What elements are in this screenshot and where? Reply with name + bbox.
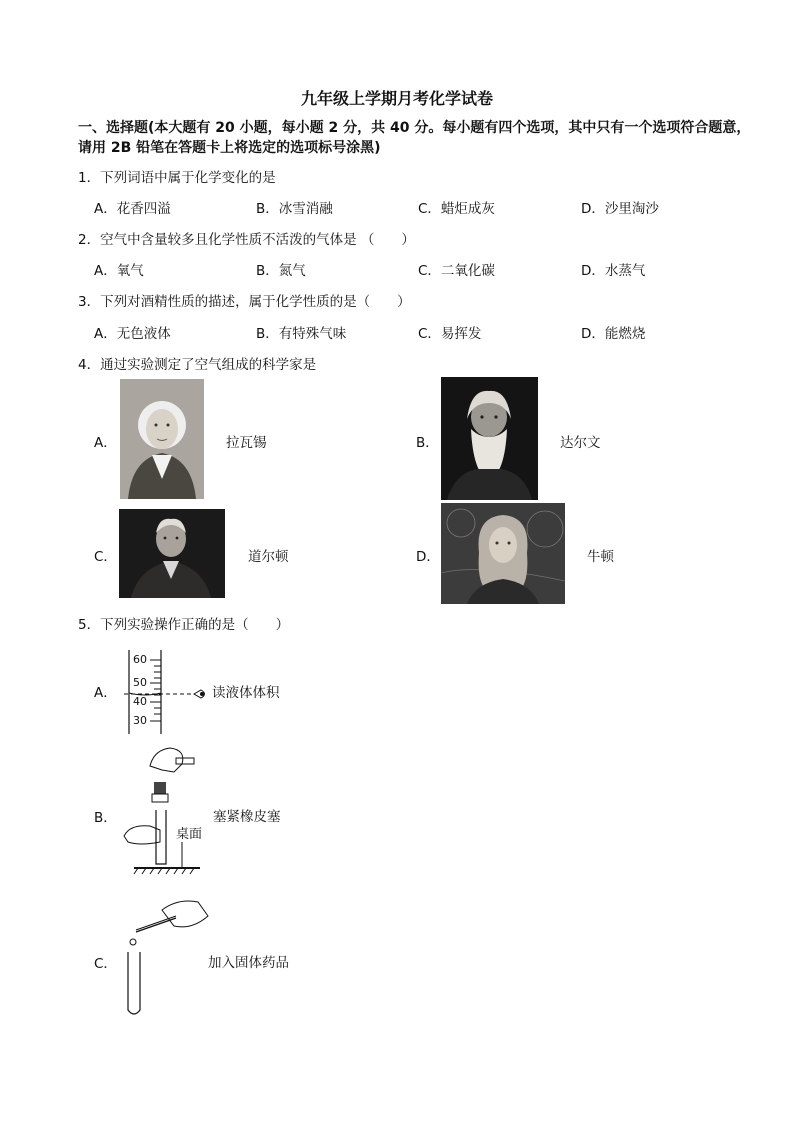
question-4-option-a-name: 拉瓦锡 [226, 435, 267, 451]
question-5-option-a-letter: A． [94, 685, 117, 701]
desk-label: 桌面 [176, 827, 203, 842]
cylinder-scale-40: 40 [133, 695, 147, 708]
question-5-option-a-caption: 读液体体积 [212, 685, 280, 701]
question-1-option-a: A．花香四溢 [94, 201, 171, 217]
question-1-option-d: D．沙里淘沙 [581, 201, 659, 217]
question-4-option-b-name: 达尔文 [560, 435, 601, 451]
section-heading: 一、选择题(本大题有 20 小题，每小题 2 分，共 40 分。每小题有四个选项，其中只有一个选项符合题意，请用 2B 铅笔在答题卡上将选定的选项标号涂黑) [78, 120, 751, 156]
cylinder-scale-50: 50 [133, 676, 147, 689]
question-5-option-c-caption: 加入固体药品 [208, 955, 289, 971]
portrait-newton [441, 503, 565, 604]
page-title: 九年级上学期月考化学试卷 [300, 89, 493, 108]
cylinder-scale-60: 60 [133, 653, 147, 666]
question-5-stem: 5．下列实验操作正确的是（ ） [78, 617, 290, 633]
question-1-option-c: C．蜡炬成灰 [418, 201, 495, 217]
question-2-option-b: B．氮气 [256, 263, 306, 279]
question-2-option-c: C．二氧化碳 [418, 263, 495, 279]
question-4-stem: 4．通过实验测定了空气组成的科学家是 [78, 357, 317, 373]
question-4-option-d-name: 牛顿 [587, 549, 614, 565]
question-4-option-a-letter: A． [94, 435, 117, 451]
portrait-lavoisier [120, 379, 204, 499]
question-4-option-d-letter: D． [416, 549, 440, 565]
question-3-option-c: C．易挥发 [418, 326, 482, 342]
rubber-stopper-figure [120, 746, 210, 876]
question-5-option-b-caption: 塞紧橡皮塞 [213, 809, 281, 825]
solid-reagent-figure [122, 896, 212, 1020]
question-3-option-a: A．无色液体 [94, 326, 171, 342]
question-2-option-d: D．水蒸气 [581, 263, 646, 279]
question-3-option-b: B．有特殊气味 [256, 326, 347, 342]
question-2-option-a: A．氧气 [94, 263, 144, 279]
question-4-option-c-letter: C． [94, 549, 117, 565]
question-1-stem: 1．下列词语中属于化学变化的是 [78, 170, 276, 186]
question-3-stem: 3．下列对酒精性质的描述，属于化学性质的是（ ） [78, 294, 411, 310]
question-5-option-b-letter: B． [94, 810, 117, 826]
question-3-option-d: D．能燃烧 [581, 326, 646, 342]
question-1-option-b: B．冰雪消融 [256, 201, 333, 217]
question-2-stem: 2．空气中含量较多且化学性质不活泼的气体是 （ ） [78, 232, 415, 248]
question-5-option-c-letter: C． [94, 956, 117, 972]
cylinder-scale-30: 30 [133, 714, 147, 727]
portrait-darwin [441, 377, 538, 500]
question-4-option-b-letter: B． [416, 435, 439, 451]
graduated-cylinder-figure [124, 650, 214, 734]
portrait-dalton [119, 509, 225, 598]
question-4-option-c-name: 道尔顿 [248, 549, 289, 565]
